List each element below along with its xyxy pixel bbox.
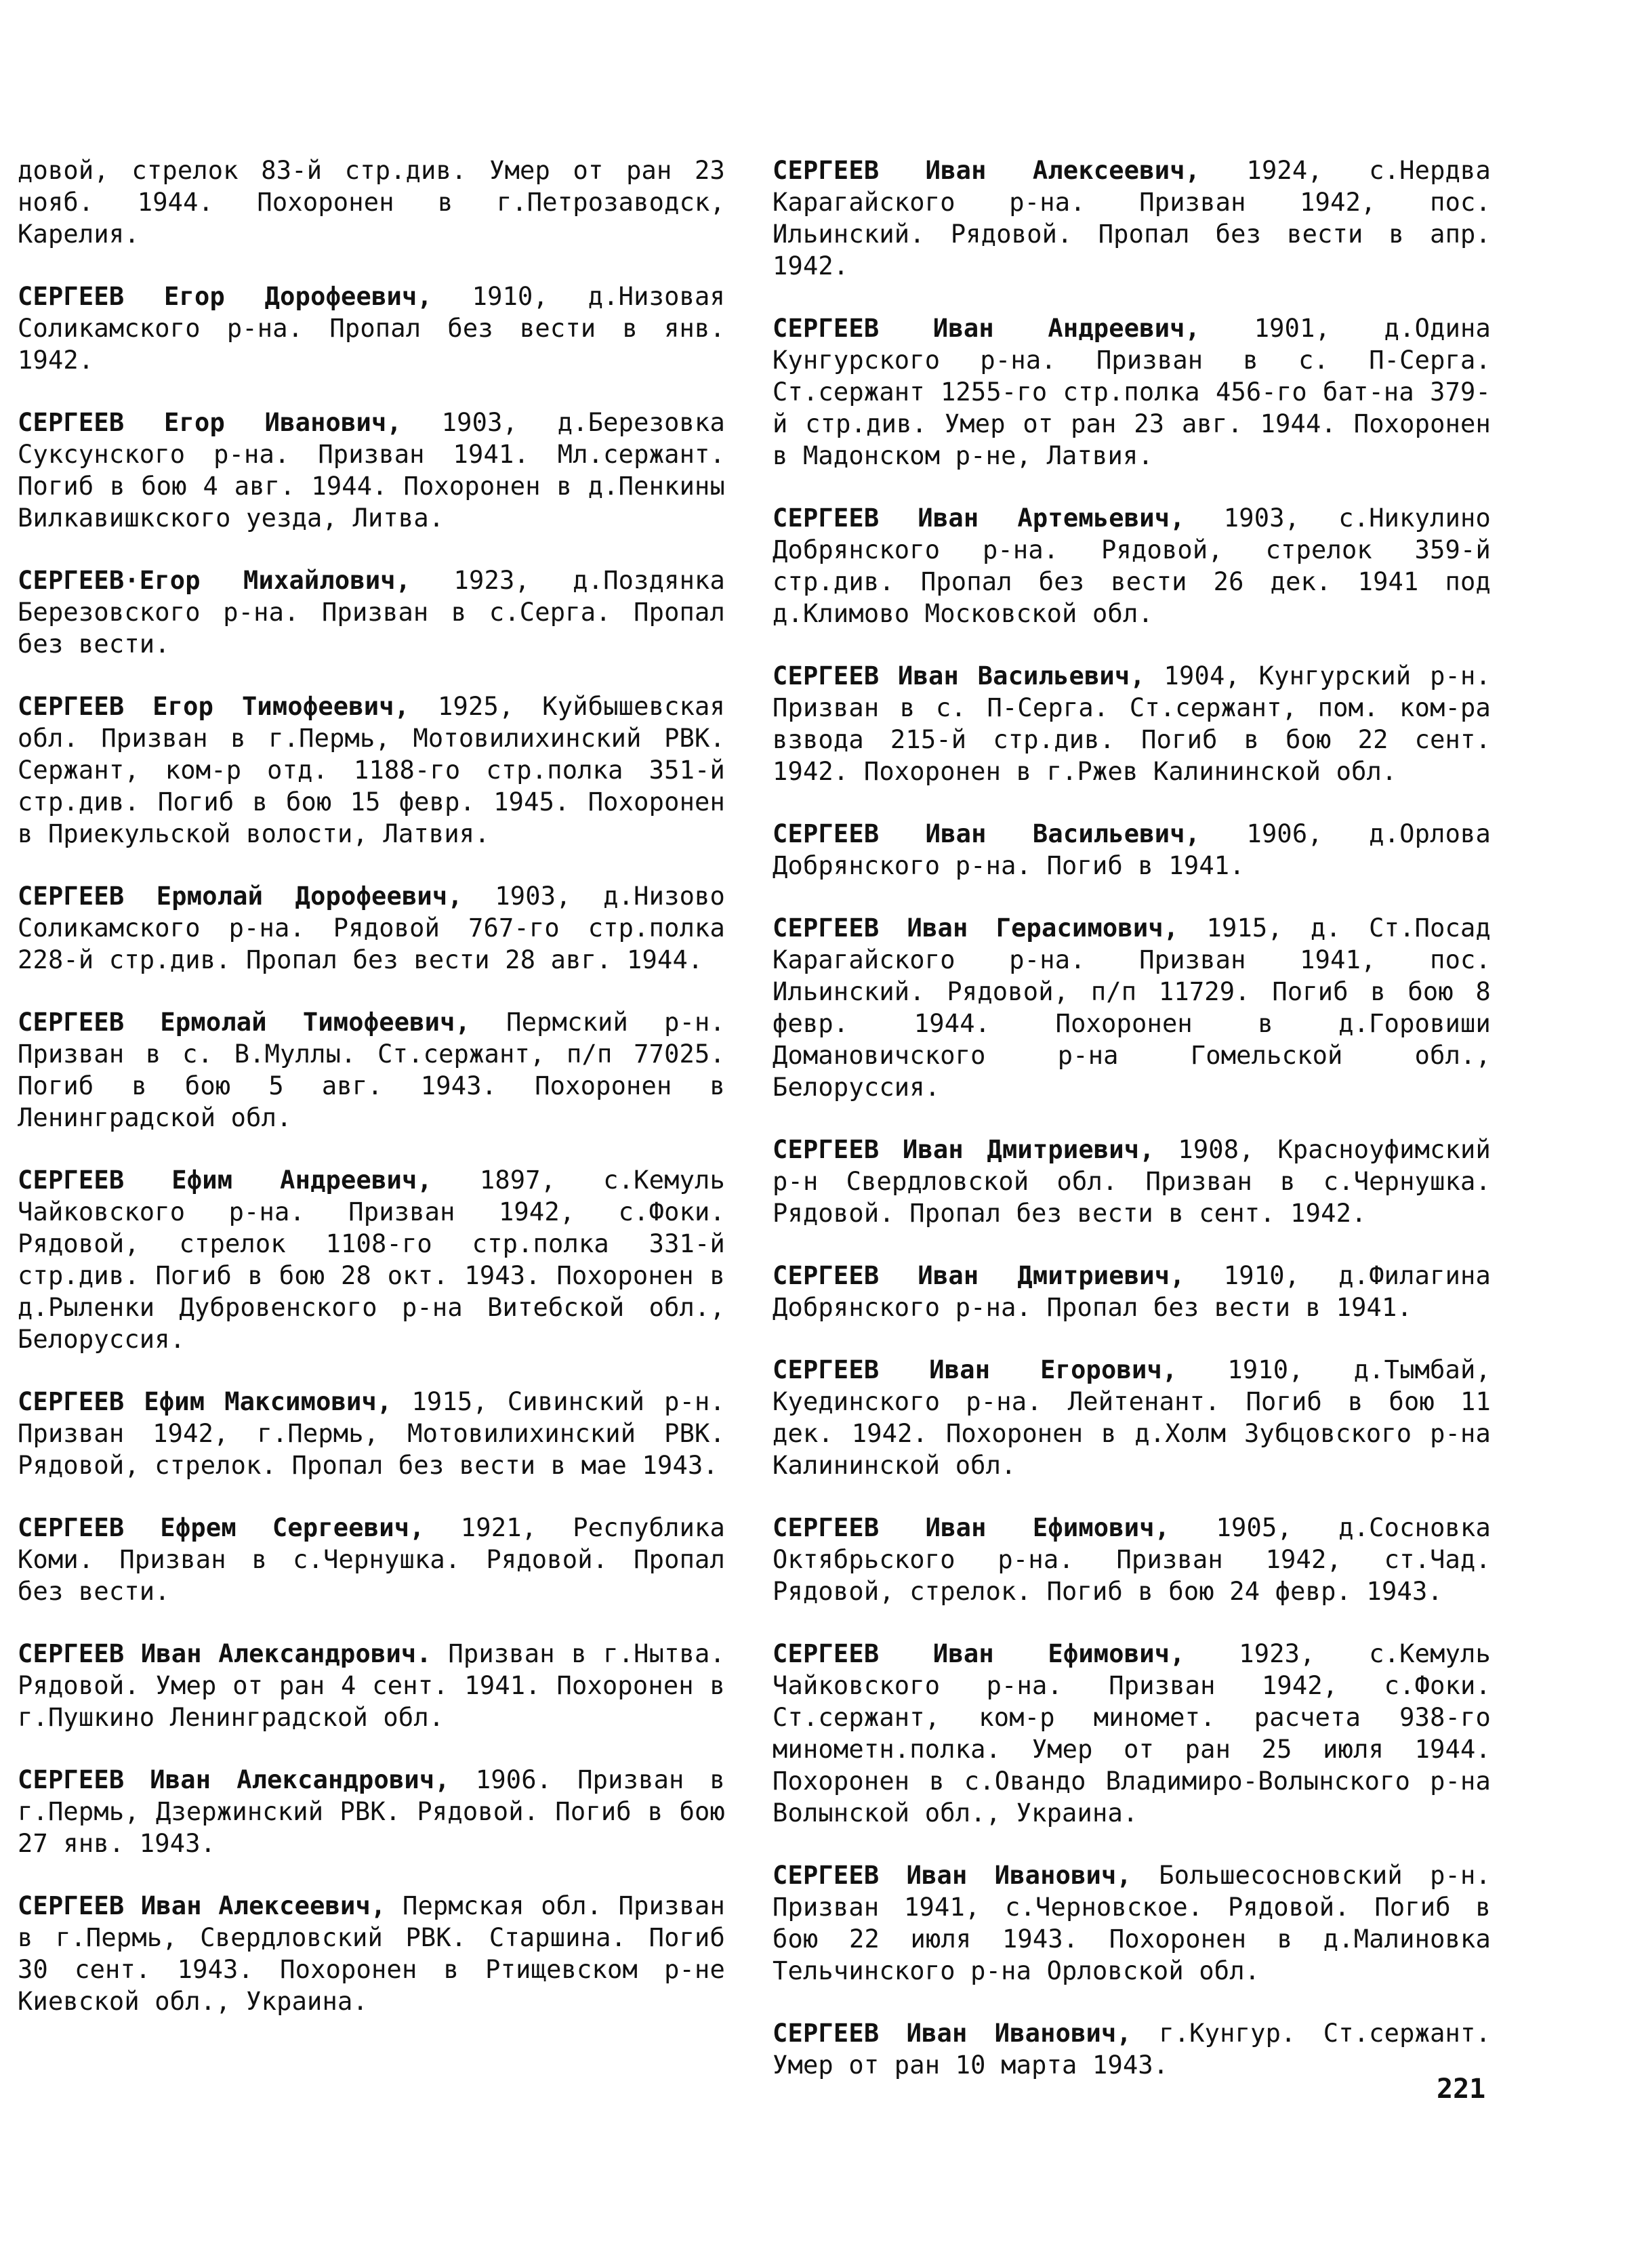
entry-text: Пермский р-н. Призван в с. В.Муллы. Ст.сержант, п/п 77025. Погиб в бою 5 авг. 1943. Похоронен в Ленинградской обл.	[18, 1008, 725, 1132]
entry-text: довой, стрелок 83-й стр.див. Умер от ран 23 нояб. 1944. Похоронен в г.Петрозаводск, Карелия.	[18, 156, 725, 249]
right-column	[773, 154, 1491, 2111]
entry-name: СЕРГЕЕВ Иван Васильевич,	[773, 819, 1201, 848]
list-item	[773, 1859, 1491, 1987]
list-item	[773, 312, 1491, 472]
list-item	[18, 154, 725, 250]
list-item	[18, 281, 725, 376]
entry-text: 1897, с.Кемуль Чайковского р-на. Призван 1942, с.Фоки. Рядовой, стрелок 1108-го стр.полка 331-й стр.див. Погиб в бою 28 окт. 1943. Похоронен в д.Рыленки Дубровенского р-на Витебской обл., Белоруссия.	[18, 1166, 725, 1354]
list-item	[18, 1164, 725, 1355]
list-item	[18, 564, 725, 660]
entry-text: 1925, Куйбышевская обл. Призван в г.Пермь, Мотовилихинский РВК. Сержант, ком-р отд. 1188-го стр.полка 351-й стр.див. Погиб в бою 15 февр. 1945. Похоронен в Приекульской волости, Латвия.	[18, 692, 725, 848]
list-item	[18, 690, 725, 850]
entry-text: 1924, с.Нердва Карагайского р-на. Призван 1942, пос. Ильинский. Рядовой. Пропал без вести в апр. 1942.	[773, 156, 1491, 281]
entry-name: СЕРГЕЕВ Ермолай Дорофеевич,	[18, 882, 463, 911]
list-item	[773, 502, 1491, 630]
entry-name: СЕРГЕЕВ Иван Алексеевич,	[18, 1891, 386, 1920]
entry-name: СЕРГЕЕВ Иван Александрович,	[18, 1765, 450, 1794]
entry-name: СЕРГЕЕВ Иван Алексеевич,	[773, 156, 1201, 185]
entry-text: 1923, д.Поздянка Березовского р-на. Призван в с.Серга. Пропал без вести.	[18, 566, 725, 659]
entry-name: СЕРГЕЕВ Иван Егорович,	[773, 1355, 1178, 1384]
list-item	[773, 818, 1491, 882]
entry-name: СЕРГЕЕВ Иван Андреевич,	[773, 314, 1201, 343]
entry-text: 1903, д.Низово Соликамского р-на. Рядовой 767-го стр.полка 228-й стр.див. Пропал без вести 28 авг. 1944.	[18, 882, 725, 974]
list-item	[18, 1006, 725, 1134]
entry-text: 1923, с.Кемуль Чайковского р-на. Призван 1942, с.Фоки. Ст.сержант, ком-р миномет. расчета 938-го минометн.полка. Умер от ран 25 июля 1944. Похоронен в с.Овандо Владимиро-Волынского р-на Волынской обл., Украина.	[773, 1639, 1491, 1828]
entry-name: СЕРГЕЕВ Егор Иванович,	[18, 408, 402, 437]
entry-text: Большесосновский р-н. Призван 1941, с.Черновское. Рядовой. Погиб в бою 22 июля 1943. Похоронен в д.Малиновка Тельчинского р-на Орловской обл.	[773, 1861, 1491, 1985]
entry-text: 1903, д.Березовка Суксунского р-на. Призван 1941. Мл.сержант. Погиб в бою 4 авг. 1944. Похоронен в д.Пенкины Вилкавишкского уезда, Литва.	[18, 408, 725, 533]
list-item	[773, 1260, 1491, 1323]
entry-text: 1906, д.Орлова Добрянского р-на. Погиб в 1941.	[773, 819, 1491, 880]
entry-text: 1915, д. Ст.Посад Карагайского р-на. Призван 1941, пос. Ильинский. Рядовой, п/п 11729. Погиб в бою 8 февр. 1944. Похоронен в д.Горовиши Домановичского р-на Гомельской обл., Белоруссия.	[773, 913, 1491, 1102]
entry-name: СЕРГЕЕВ Иван Васильевич,	[773, 661, 1145, 690]
list-item	[773, 1638, 1491, 1829]
list-item	[773, 2017, 1491, 2081]
entry-text: 1903, с.Никулино Добрянского р-на. Рядовой, стрелок 359-й стр.див. Пропал без вести 26 дек. 1941 под д.Климово Московской обл.	[773, 503, 1492, 628]
entry-name: СЕРГЕЕВ Иван Ефимович,	[773, 1513, 1170, 1542]
entry-text: 1910, д.Филагина Добрянского р-на. Пропал без вести в 1941.	[773, 1261, 1492, 1322]
entry-text: 1908, Красноуфимский р-н Свердловской обл. Призван в с.Чернушка. Рядовой. Пропал без вести в сент. 1942.	[773, 1135, 1492, 1228]
entry-name: СЕРГЕЕВ Ефим Максимович,	[18, 1387, 392, 1416]
entry-name: СЕРГЕЕВ Иван Иванович,	[773, 1861, 1132, 1890]
entry-text: 1906. Призван в г.Пермь, Дзержинский РВК. Рядовой. Погиб в бою 27 янв. 1943.	[18, 1765, 725, 1858]
list-item	[18, 407, 725, 534]
page-number: 221	[1437, 2074, 1486, 2105]
entry-name: СЕРГЕЕВ Иван Дмитриевич,	[773, 1135, 1155, 1164]
list-item	[773, 1134, 1491, 1229]
entry-name: СЕРГЕЕВ Иван Александрович.	[18, 1639, 432, 1668]
entry-text: Призван в г.Нытва. Рядовой. Умер от ран 4 сент. 1941. Похоронен в г.Пушкино Ленинградской обл.	[18, 1639, 725, 1732]
entry-text: 1910, д.Тымбай, Куединского р-на. Лейтенант. Погиб в бою 11 дек. 1942. Похоронен в д.Холм Зубцовского р-на Калининской обл.	[773, 1355, 1491, 1480]
entry-name: СЕРГЕЕВ Иван Иванович,	[773, 2019, 1132, 2048]
entry-name: СЕРГЕЕВ Ефрем Сергеевич,	[18, 1513, 425, 1542]
entry-text: 1905, д.Сосновка Октябрьского р-на. Призван 1942, ст.Чад. Рядовой, стрелок. Погиб в бою 24 февр. 1943.	[773, 1513, 1491, 1606]
entry-text: 1904, Кунгурский р-н. Призван в с. П-Серга. Ст.сержант, пом. ком-ра взвода 215-й стр.див. Погиб в бою 22 сент. 1942. Похоронен в г.Ржев Калининской обл.	[773, 661, 1491, 786]
entry-name: СЕРГЕЕВ Егор Дорофеевич,	[18, 282, 432, 311]
entry-name: СЕРГЕЕВ Ефим Андреевич,	[18, 1166, 432, 1195]
entry-text: 1910, д.Низовая Соликамского р-на. Пропал без вести в янв. 1942.	[18, 282, 725, 375]
entry-name: СЕРГЕЕВ Егор Тимофеевич,	[18, 692, 410, 721]
list-item	[18, 1890, 725, 2017]
entry-name: СЕРГЕЕВ Иван Герасимович,	[773, 913, 1179, 943]
list-item	[773, 912, 1491, 1103]
entry-name: СЕРГЕЕВ Иван Артемьевич,	[773, 503, 1185, 533]
entry-name: СЕРГЕЕВ Ермолай Тимофеевич,	[18, 1008, 471, 1037]
list-item	[773, 660, 1491, 787]
entry-text: Пермская обл. Призван в г.Пермь, Свердловский РВК. Старшина. Погиб 30 сент. 1943. Похоронен в Ртищевском р-не Киевской обл., Украина.	[18, 1891, 725, 2016]
list-item	[18, 880, 725, 976]
list-item	[18, 1386, 725, 1481]
list-item	[18, 1512, 725, 1607]
entry-name: СЕРГЕЕВ Иван Дмитриевич,	[773, 1261, 1185, 1290]
list-item	[773, 154, 1491, 282]
list-item	[773, 1354, 1491, 1481]
list-item	[773, 1512, 1491, 1607]
entry-text: 1901, д.Одина Кунгурского р-на. Призван в с. П-Серга. Ст.сержант 1255-го стр.полка 456-го бат-на 379-й стр.див. Умер от ран 23 авг. 1944. Похоронен в Мадонском р-не, Латвия.	[773, 314, 1491, 470]
entry-text: 1921, Республика Коми. Призван в с.Чернушка. Рядовой. Пропал без вести.	[18, 1513, 726, 1606]
left-column	[18, 154, 725, 2048]
entry-text: г.Кунгур. Ст.сержант. Умер от ран 10 марта 1943.	[773, 2019, 1491, 2080]
entry-text: 1915, Сивинский р-н. Призван 1942, г.Пермь, Мотовилихинский РВК. Рядовой, стрелок. Пропал без вести в мае 1943.	[18, 1387, 725, 1480]
list-item	[18, 1764, 725, 1859]
list-item	[18, 1638, 725, 1733]
entry-name: СЕРГЕЕВ·Егор Михайлович,	[18, 566, 411, 595]
entry-name: СЕРГЕЕВ Иван Ефимович,	[773, 1639, 1185, 1668]
